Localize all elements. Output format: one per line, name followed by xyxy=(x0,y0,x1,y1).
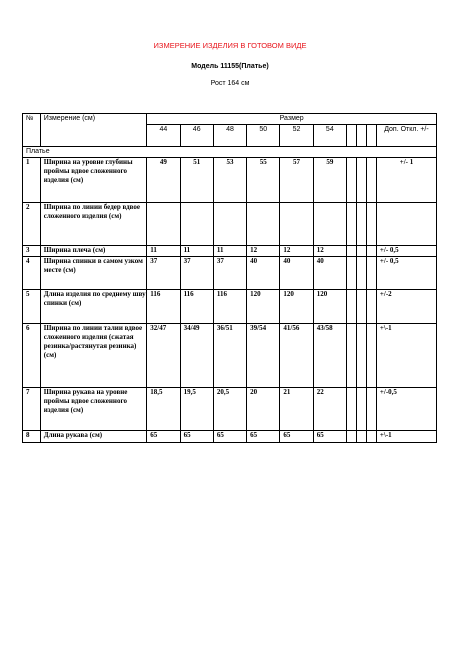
row-tolerance: +/- 0,5 xyxy=(376,246,436,257)
row-name: Длина изделия по среднему шву спинки (см) xyxy=(40,290,147,324)
document-title: ИЗМЕРЕНИЕ ИЗДЕЛИЯ В ГОТОВОМ ВИДЕ xyxy=(153,41,307,50)
table-row xyxy=(23,257,437,290)
row-number: 2 xyxy=(23,203,41,246)
table-row xyxy=(23,246,437,257)
row-value: 65 xyxy=(280,431,313,443)
empty-cell xyxy=(356,290,366,324)
row-value: 11 xyxy=(213,246,246,257)
row-value: 120 xyxy=(247,290,280,324)
empty-cell xyxy=(346,246,356,257)
row-value: 19,5 xyxy=(180,388,213,431)
empty-cell xyxy=(346,324,356,388)
row-value: 12 xyxy=(313,246,346,257)
row-number: 1 xyxy=(23,158,41,203)
empty-cell xyxy=(356,388,366,431)
size-header: 46 xyxy=(180,125,213,147)
row-name: Ширина спинки в самом узком месте (см) xyxy=(40,257,147,290)
empty-cell xyxy=(366,431,376,443)
model-label: Модель 11155(Платье) xyxy=(191,63,269,70)
row-value: 65 xyxy=(213,431,246,443)
row-tolerance: +/- 0,5 xyxy=(376,257,436,290)
section-label: Платье xyxy=(23,147,437,158)
table-row xyxy=(23,158,437,203)
empty-cell xyxy=(346,431,356,443)
row-value: 18,5 xyxy=(147,388,180,431)
row-name: Ширина по линии талии вдвое сложенного изделия (сжатая резинка/растянутая резинка)(см) xyxy=(40,324,147,388)
row-value xyxy=(213,203,246,246)
empty-cell xyxy=(366,125,376,147)
empty-cell xyxy=(366,388,376,431)
height-label: Рост 164 см xyxy=(210,80,250,87)
row-name: Ширина на уровне глубины проймы вдвое сложенного изделия (см) xyxy=(40,158,147,203)
row-name: Ширина плеча (см) xyxy=(40,246,147,257)
row-value: 57 xyxy=(280,158,313,203)
row-value: 22 xyxy=(313,388,346,431)
row-value: 20,5 xyxy=(213,388,246,431)
row-value: 65 xyxy=(313,431,346,443)
empty-cell xyxy=(346,290,356,324)
empty-cell xyxy=(346,203,356,246)
row-value xyxy=(247,203,280,246)
table-row xyxy=(23,431,437,443)
row-value: 116 xyxy=(147,290,180,324)
row-value: 53 xyxy=(213,158,246,203)
row-tolerance: +/- 1 xyxy=(376,158,436,203)
empty-cell xyxy=(356,158,366,203)
row-tolerance xyxy=(376,203,436,246)
row-value: 65 xyxy=(147,431,180,443)
row-value: 11 xyxy=(147,246,180,257)
row-value: 59 xyxy=(313,158,346,203)
row-value: 55 xyxy=(247,158,280,203)
row-value: 51 xyxy=(180,158,213,203)
row-value: 20 xyxy=(247,388,280,431)
empty-cell xyxy=(356,431,366,443)
row-name: Ширина рукава на уровне проймы вдвое сложенного изделия (см) xyxy=(40,388,147,431)
empty-cell xyxy=(346,125,356,147)
row-value: 65 xyxy=(180,431,213,443)
row-value: 120 xyxy=(313,290,346,324)
row-value: 39/54 xyxy=(247,324,280,388)
empty-cell xyxy=(346,257,356,290)
row-value xyxy=(180,203,213,246)
empty-cell xyxy=(356,203,366,246)
table-row xyxy=(23,388,437,431)
row-tolerance: +\-1 xyxy=(376,324,436,388)
empty-cell xyxy=(356,324,366,388)
row-value: 12 xyxy=(247,246,280,257)
row-value: 32/47 xyxy=(147,324,180,388)
empty-cell xyxy=(356,257,366,290)
empty-cell xyxy=(346,158,356,203)
row-value: 21 xyxy=(280,388,313,431)
row-number: 7 xyxy=(23,388,41,431)
header-measurement: Измерение (см) xyxy=(40,114,147,147)
row-value: 120 xyxy=(280,290,313,324)
row-value xyxy=(280,203,313,246)
row-value: 40 xyxy=(280,257,313,290)
empty-cell xyxy=(346,388,356,431)
row-number: 6 xyxy=(23,324,41,388)
row-value: 43/58 xyxy=(313,324,346,388)
row-number: 3 xyxy=(23,246,41,257)
empty-cell xyxy=(366,246,376,257)
header-number: № xyxy=(23,114,41,147)
empty-cell xyxy=(356,246,366,257)
row-value: 40 xyxy=(313,257,346,290)
row-value: 37 xyxy=(147,257,180,290)
row-value xyxy=(147,203,180,246)
row-tolerance: +/-0,5 xyxy=(376,388,436,431)
table-row xyxy=(23,324,437,388)
measurement-table xyxy=(22,113,437,443)
row-value xyxy=(313,203,346,246)
row-value: 116 xyxy=(180,290,213,324)
size-header: 54 xyxy=(313,125,346,147)
row-tolerance: +\-1 xyxy=(376,431,436,443)
row-value: 40 xyxy=(247,257,280,290)
row-value: 36/51 xyxy=(213,324,246,388)
empty-cell xyxy=(366,158,376,203)
row-value: 37 xyxy=(213,257,246,290)
row-number: 4 xyxy=(23,257,41,290)
row-value: 34/49 xyxy=(180,324,213,388)
empty-cell xyxy=(366,203,376,246)
header-tolerance: Доп. Откл. +/- xyxy=(376,125,436,147)
table-row xyxy=(23,290,437,324)
row-value: 41/56 xyxy=(280,324,313,388)
row-value: 37 xyxy=(180,257,213,290)
header-size: Размер xyxy=(147,114,437,125)
size-header: 50 xyxy=(247,125,280,147)
row-number: 8 xyxy=(23,431,41,443)
row-value: 12 xyxy=(280,246,313,257)
row-value: 11 xyxy=(180,246,213,257)
row-tolerance: +/-2 xyxy=(376,290,436,324)
row-value: 65 xyxy=(247,431,280,443)
empty-cell xyxy=(366,290,376,324)
empty-cell xyxy=(366,257,376,290)
size-header: 48 xyxy=(213,125,246,147)
row-value: 116 xyxy=(213,290,246,324)
size-header: 52 xyxy=(280,125,313,147)
empty-cell xyxy=(356,125,366,147)
row-name: Длина рукава (см) xyxy=(40,431,147,443)
row-number: 5 xyxy=(23,290,41,324)
row-name: Ширина по линии бедер вдвое сложенного изделия (см) xyxy=(40,203,147,246)
empty-cell xyxy=(366,324,376,388)
size-header: 44 xyxy=(147,125,180,147)
table-row xyxy=(23,203,437,246)
row-value: 49 xyxy=(147,158,180,203)
